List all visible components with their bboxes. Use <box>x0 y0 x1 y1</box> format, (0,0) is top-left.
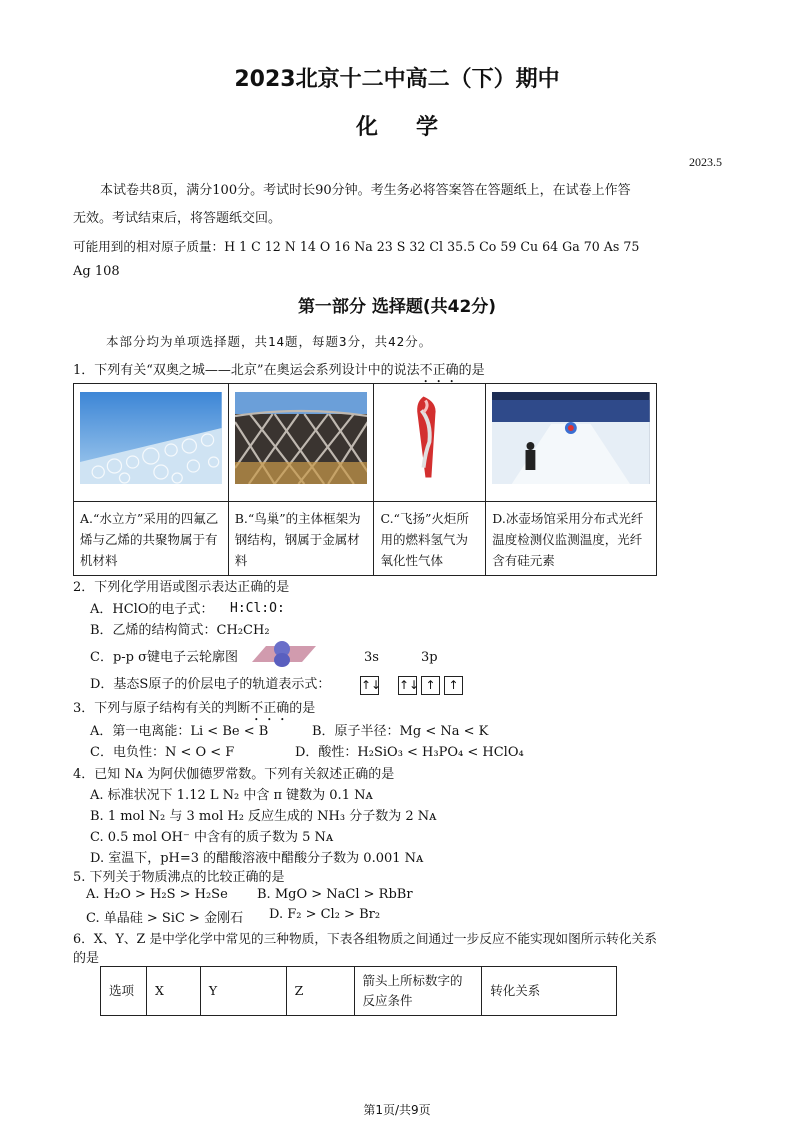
hclo-electron-formula: H:Cl:O: <box>230 601 285 616</box>
label-3p: 3p <box>421 650 438 665</box>
q5-option-b: B. MgO > NaCl > RbBr <box>257 887 413 902</box>
atomic-masses: 可能用到的相对原子质量：H 1 C 12 N 14 O 16 Na 23 S 32 Cl 35.5 Co 59 Cu 64 Ga 70 As 75 <box>73 239 640 254</box>
q1-stem-emphasis: 不正确 <box>419 363 459 378</box>
q6-header-y: Y <box>200 967 286 1016</box>
q4-option-c: C. 0.5 mol OH⁻ 中含有的质子数为 5 Nᴀ <box>90 830 334 845</box>
q1-image-cell-c <box>374 384 486 502</box>
section-note: 本部分均为单项选择题，共14题，每题3分，共42分。 <box>106 334 433 349</box>
intro-line-2: 无效。考试结束后，将答题纸交回。 <box>73 211 282 226</box>
q6-header-x: X <box>146 967 200 1016</box>
q3-option-d: D．酸性：H₂SiO₃ < H₃PO₄ < HClO₄ <box>295 745 524 760</box>
exam-date: 2023.5 <box>689 155 722 169</box>
q1-option-a: A.“水立方”采用的四氟乙烯与乙烯的共聚物属于有机材料 <box>74 502 229 576</box>
q1-stem-text: 1．下列有关“双奥之城——北京”在奥运会系列设计中的说法 <box>73 363 420 378</box>
q1-option-d: D.冰壶场馆采用分布式光纤温度检测仪监测温度，光纤含有硅元素 <box>486 502 657 576</box>
curling-venue-image <box>492 392 650 484</box>
q6-header-z: Z <box>286 967 354 1016</box>
q4-stem: 4．已知 Nᴀ 为阿伏伽德罗常数。下列有关叙述正确的是 <box>73 767 395 782</box>
birds-nest-image <box>235 392 368 484</box>
q5-option-a: A. H₂O > H₂S > H₂Se <box>86 887 228 902</box>
water-cube-image <box>80 392 222 484</box>
orbital-box-3s: ↑↓ <box>360 676 379 695</box>
q2-option-b: B．乙烯的结构简式：CH₂CH₂ <box>90 623 270 638</box>
section-heading: 第一部分 选择题(共42分) <box>297 297 497 317</box>
q1-table <box>73 383 657 576</box>
q2-option-d: D．基态S原子的价层电子的轨道表示式： <box>90 677 331 692</box>
q3-stem-text: 3．下列与原子结构有关的判断 <box>73 701 251 716</box>
q2-stem: 2．下列化学用语或图示表达正确的是 <box>73 580 290 595</box>
orbital-box-3p-1: ↑↓ <box>398 676 417 695</box>
q3-option-b: B．原子半径：Mg < Na < K <box>312 724 489 739</box>
q5-stem: 5. 下列关于物质沸点的比较正确的是 <box>73 870 285 885</box>
atomic-masses-cont: Ag 108 <box>73 264 120 279</box>
subject-title: 化学 <box>355 115 476 140</box>
label-3s: 3s <box>364 650 379 665</box>
q1-image-cell-b <box>228 384 374 502</box>
orbital-box-3p-2: ↑ <box>421 676 440 695</box>
orbital-3s <box>360 676 382 695</box>
q3-stem-end: 的是 <box>289 701 316 716</box>
q4-option-b: B. 1 mol N₂ 与 3 mol H₂ 反应生成的 NH₃ 分子数为 2 Nᴀ <box>90 809 437 824</box>
q3-option-c: C．电负性：N < O < F <box>90 745 235 760</box>
q1-stem-end: 的是 <box>458 363 485 378</box>
q1-image-cell-d <box>486 384 657 502</box>
sigma-bond-diagram <box>246 640 318 672</box>
q2-option-c: C．p-p σ键电子云轮廓图 <box>90 650 238 665</box>
q6-stem-line-2: 的是 <box>73 951 100 966</box>
torch-image <box>380 392 479 484</box>
q6-table <box>100 966 617 1016</box>
q1-stem <box>73 359 485 386</box>
orbital-box-3p-3: ↑ <box>444 676 463 695</box>
q6-header-relation: 转化关系 <box>482 967 617 1016</box>
q5-option-c: C. 单晶硅 > SiC > 金刚石 <box>86 911 244 926</box>
q6-stem-line-1: 6．X、Y、Z 是中学化学中常见的三种物质，下表各组物质之间通过一步反应不能实现如图所示转化关系 <box>73 931 657 946</box>
exam-title: 2023北京十二中高二（下）期中 <box>234 67 560 92</box>
page-footer: 第1页/共9页 <box>363 1103 431 1117</box>
q4-option-a: A. 标准状况下 1.12 L N₂ 中含 π 键数为 0.1 Nᴀ <box>90 788 373 803</box>
q6-header-option: 选项 <box>101 967 147 1016</box>
q4-option-d: D. 室温下，pH=3 的醋酸溶液中醋酸分子数为 0.001 Nᴀ <box>90 851 424 866</box>
q5-option-d: D. F₂ > Cl₂ > Br₂ <box>269 907 381 922</box>
q6-header-condition: 箭头上所标数字的反应条件 <box>354 967 482 1016</box>
q2-option-a: A．HClO的电子式： <box>90 602 214 617</box>
orbital-3p <box>398 676 463 695</box>
q6-header-row <box>101 967 617 1016</box>
q1-image-cell-a <box>74 384 229 502</box>
q1-option-c: C.“飞扬”火炬所用的燃料氢气为氧化性气体 <box>374 502 486 576</box>
q3-stem-emphasis: 不正确 <box>250 701 290 716</box>
intro-line-1: 本试卷共8页，满分100分。考试时长90分钟。考生务必将答案答在答题纸上，在试卷上作答 <box>100 183 631 198</box>
q3-option-a: A．第一电离能：Li < Be < B <box>90 724 269 739</box>
q1-option-b: B.“鸟巢”的主体框架为钢结构，钢属于金属材料 <box>228 502 374 576</box>
